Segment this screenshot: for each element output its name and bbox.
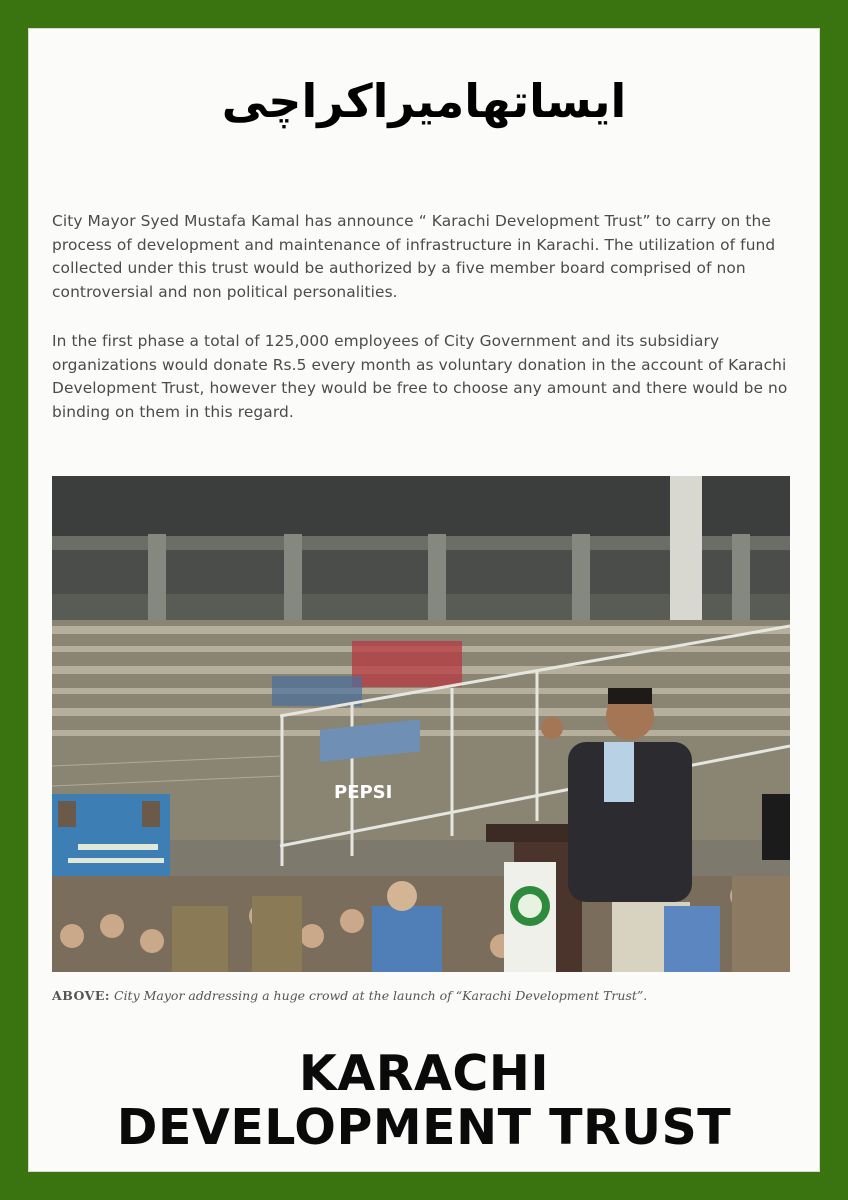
pepsi-banner-text: PEPSI (334, 782, 393, 803)
article-paragraph-2: In the first phase a total of 125,000 employees of City Government and its subsidiary organizations would donate Rs.5 every month as voluntary donation in the account of Karachi Development Trust, however they would be free to choose any amount and there would be no binding on them in this regard. (52, 332, 788, 421)
caption-text: City Mayor addressing a huge crowd at the launch of “Karachi Development Trust”. (114, 988, 648, 1003)
caption-lead: ABOVE: (52, 988, 111, 1003)
footer-title-line-1: KARACHI (298, 1045, 550, 1102)
photo-caption (52, 988, 792, 1003)
event-photo (52, 476, 790, 972)
article-paragraph-1: City Mayor Syed Mustafa Kamal has announce “ Karachi Development Trust” to carry on the process of development and maintenance of infrastructure in Karachi. The utilization of fund collected under this trust would be authorized by a five member board comprised of non controversial and non political personalities. (52, 212, 776, 301)
footer-title-line-2: DEVELOPMENT TRUST (116, 1099, 732, 1156)
urdu-headline: ایساتھامیراکراچی (221, 74, 627, 128)
